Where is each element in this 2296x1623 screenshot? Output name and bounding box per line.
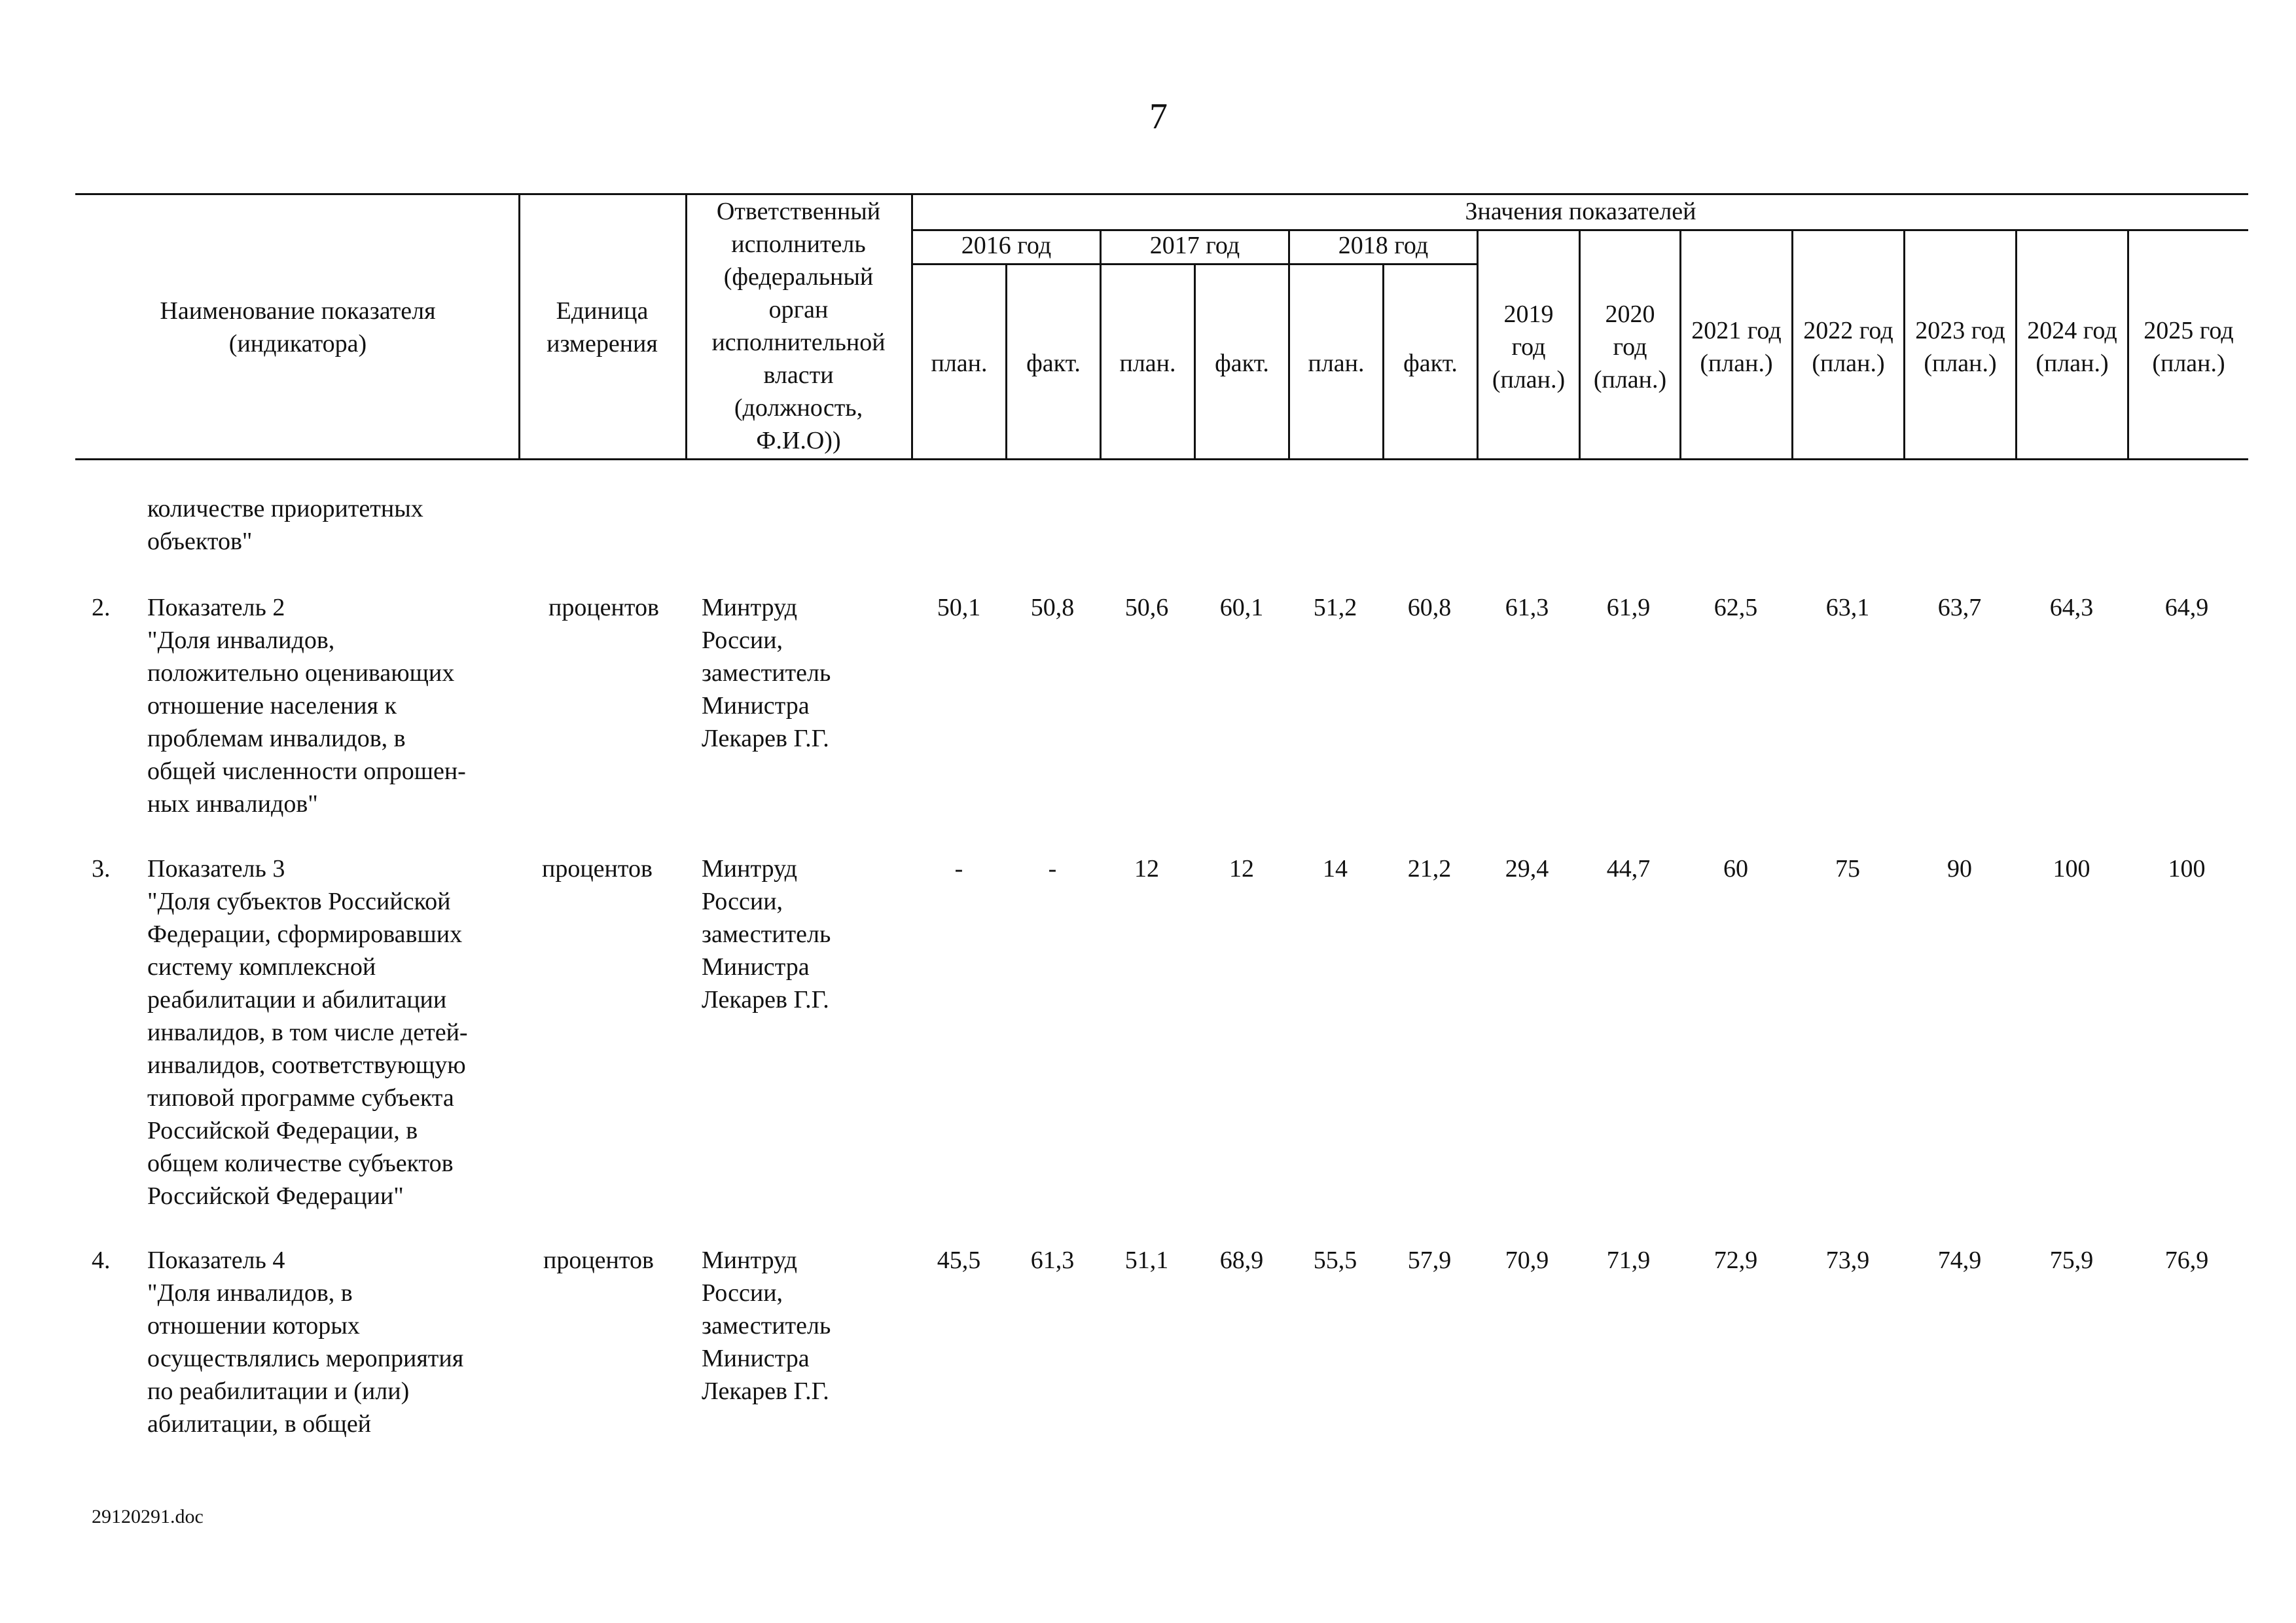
value-2017-plan: 51,1 bbox=[1124, 1247, 1169, 1274]
responsible: Минтруд России, заместитель Министра Лекарев Г.Г. bbox=[702, 855, 831, 1013]
continuation-text: количестве приоритетных объектов" bbox=[147, 495, 423, 555]
value-2018-fact: 21,2 bbox=[1407, 855, 1452, 883]
indicator-name: Показатель 4 "Доля инвалидов, в отношении которых осуществлялись мероприятия по реабилитации и (или) абилитации, в общей bbox=[147, 1247, 464, 1438]
value-2016-fact: 50,8 bbox=[1030, 594, 1075, 621]
value-2020: 61,9 bbox=[1606, 594, 1651, 621]
value-2019: 61,3 bbox=[1505, 594, 1549, 621]
header-indicator-name: Наименование показателя (индикатора) bbox=[160, 297, 436, 357]
value-2018-plan: 14 bbox=[1323, 855, 1348, 883]
header-unit: Единица измерения bbox=[547, 297, 658, 357]
responsible: Минтруд России, заместитель Министра Лекарев Г.Г. bbox=[702, 594, 831, 752]
row-number: 2. bbox=[92, 594, 111, 621]
value-2023: 90 bbox=[1947, 855, 1972, 883]
value-2021: 60 bbox=[1723, 855, 1748, 883]
header-year-2016: 2016 год bbox=[961, 232, 1052, 259]
header-2024: 2024 год (план.) bbox=[2027, 317, 2117, 377]
header-2019: 2019 год (план.) bbox=[1492, 301, 1566, 393]
value-2020: 71,9 bbox=[1606, 1247, 1651, 1274]
header-plan-2016: план. bbox=[931, 350, 988, 377]
header-2025: 2025 год (план.) bbox=[2144, 317, 2234, 377]
value-2016-plan: 50,1 bbox=[937, 594, 981, 621]
value-2016-plan: 45,5 bbox=[937, 1247, 981, 1274]
value-2022: 75 bbox=[1835, 855, 1860, 883]
indicator-name: Показатель 3 "Доля субъектов Российской Федерации, сформировавших систему комплексной реабилитации и абилитации инвалидов, в том числе детей- инвалидов, соответствующую типовой программе субъекта Российской Федерации, в общем количестве субъектов Российской Федерации" bbox=[147, 855, 468, 1210]
value-2020: 44,7 bbox=[1606, 855, 1651, 883]
value-2019: 29,4 bbox=[1505, 855, 1549, 883]
header-plan-2018: план. bbox=[1308, 350, 1365, 377]
header-2022: 2022 год (план.) bbox=[1803, 317, 1893, 377]
header-responsible: Ответственный исполнитель (федеральный орган исполнительной власти (должность, Ф.И.О)) bbox=[711, 198, 886, 454]
value-2018-fact: 57,9 bbox=[1407, 1247, 1452, 1274]
value-2023: 74,9 bbox=[1937, 1247, 1982, 1274]
value-2017-plan: 50,6 bbox=[1124, 594, 1169, 621]
value-2018-fact: 60,8 bbox=[1407, 594, 1452, 621]
value-2024: 64,3 bbox=[2049, 594, 2094, 621]
value-2025: 100 bbox=[2168, 855, 2206, 883]
header-plan-2017: план. bbox=[1119, 350, 1176, 377]
value-2017-fact: 68,9 bbox=[1219, 1247, 1264, 1274]
header-2023: 2023 год (план.) bbox=[1915, 317, 2005, 377]
table-header-bottom-rule bbox=[75, 458, 2248, 460]
value-2024: 75,9 bbox=[2049, 1247, 2094, 1274]
value-2016-fact: 61,3 bbox=[1030, 1247, 1075, 1274]
responsible: Минтруд России, заместитель Министра Лекарев Г.Г. bbox=[702, 1247, 831, 1405]
value-2022: 73,9 bbox=[1825, 1247, 1870, 1274]
unit: процентов bbox=[543, 1247, 654, 1274]
page-number: 7 bbox=[1149, 96, 1168, 137]
value-2018-plan: 51,2 bbox=[1313, 594, 1357, 621]
row-number: 4. bbox=[92, 1247, 111, 1274]
document-filename: 29120291.doc bbox=[92, 1506, 204, 1527]
header-2020: 2020 год (план.) bbox=[1593, 301, 1667, 393]
value-2018-plan: 55,5 bbox=[1313, 1247, 1357, 1274]
value-2019: 70,9 bbox=[1505, 1247, 1549, 1274]
unit: процентов bbox=[548, 594, 659, 621]
unit: процентов bbox=[542, 855, 653, 883]
row-number: 3. bbox=[92, 855, 111, 883]
header-year-2017: 2017 год bbox=[1149, 232, 1240, 259]
header-values-title: Значения показателей bbox=[1465, 198, 1696, 225]
header-year-2018: 2018 год bbox=[1338, 232, 1429, 259]
value-2024: 100 bbox=[2053, 855, 2090, 883]
col-divider bbox=[1100, 229, 1102, 458]
value-2025: 64,9 bbox=[2164, 594, 2209, 621]
value-2022: 63,1 bbox=[1825, 594, 1870, 621]
value-2025: 76,9 bbox=[2164, 1247, 2209, 1274]
indicator-name: Показатель 2 "Доля инвалидов, положительно оценивающих отношение населения к проблемам инвалидов, в общей численности опрошен- ных инвалидов" bbox=[147, 594, 466, 818]
header-2021: 2021 год (план.) bbox=[1691, 317, 1782, 377]
value-2017-fact: 12 bbox=[1229, 855, 1254, 883]
value-2021: 72,9 bbox=[1713, 1247, 1758, 1274]
value-2021: 62,5 bbox=[1713, 594, 1758, 621]
col-divider bbox=[1288, 229, 1290, 458]
value-2023: 63,7 bbox=[1937, 594, 1982, 621]
header-fact-2016: факт. bbox=[1026, 350, 1081, 377]
value-2016-fact: - bbox=[1048, 855, 1057, 883]
value-2017-fact: 60,1 bbox=[1219, 594, 1264, 621]
value-2016-plan: - bbox=[954, 855, 963, 883]
header-fact-2018: факт. bbox=[1403, 350, 1458, 377]
value-2017-plan: 12 bbox=[1134, 855, 1159, 883]
header-fact-2017: факт. bbox=[1215, 350, 1269, 377]
